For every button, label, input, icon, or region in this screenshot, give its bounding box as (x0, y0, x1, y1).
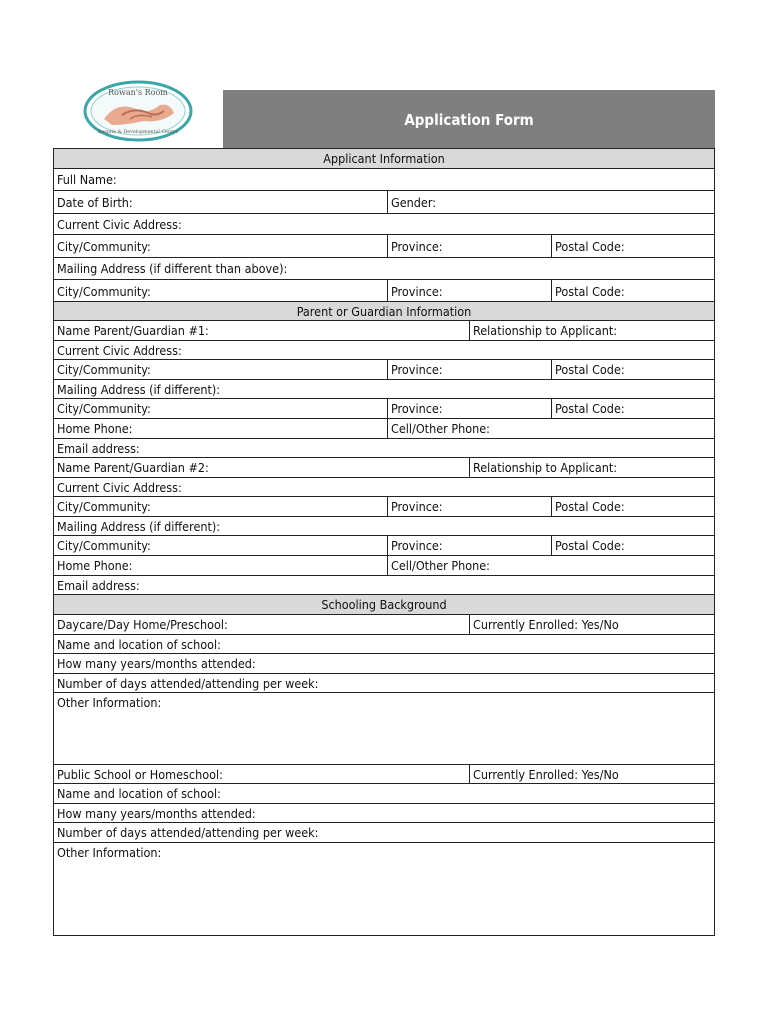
current-civic-label: Current Civic Address: (57, 217, 182, 232)
mailing-address-label: Mailing Address (if different): (57, 519, 221, 534)
public-school-years-row[interactable] (54, 804, 714, 823)
city-field[interactable]: City/Community: (57, 362, 151, 377)
parent2-phone-row (54, 556, 714, 576)
postal-code-field[interactable]: Postal Code: (551, 536, 714, 555)
logo-graphic (82, 79, 194, 143)
logo-text-top: Rowan's Room (108, 88, 168, 97)
days-label: Number of days attended/attending per week: (57, 676, 319, 691)
school-name-label: Name and location of school: (57, 637, 221, 652)
years-label: How many years/months attended: (57, 806, 256, 821)
daycare-school-name-row[interactable] (54, 635, 714, 654)
public-school-row (54, 765, 714, 784)
cell-phone-field[interactable]: Cell/Other Phone: (387, 419, 714, 438)
section-header-parent (54, 302, 714, 321)
parent2-name-field[interactable]: Name Parent/Guardian #2: (57, 460, 209, 475)
public-school-other-row[interactable] (54, 843, 714, 934)
province-field[interactable]: Province: (387, 235, 551, 257)
email-label: Email address: (57, 441, 140, 456)
form-title-bar (223, 90, 715, 149)
enrolled-field[interactable]: Currently Enrolled: Yes/No (469, 615, 714, 634)
parent2-civic-row[interactable] (54, 478, 714, 497)
parent1-city-row (54, 360, 714, 380)
section-title: Schooling Background (54, 595, 714, 614)
city-field[interactable]: City/Community: (57, 499, 151, 514)
daycare-field[interactable]: Daycare/Day Home/Preschool: (57, 617, 228, 632)
province-field[interactable]: Province: (387, 497, 551, 516)
parent1-row (54, 321, 714, 341)
city-field[interactable]: City/Community: (57, 284, 151, 299)
other-info-label: Other Information: (57, 695, 162, 710)
daycare-row (54, 615, 714, 635)
application-form (53, 148, 715, 936)
dob-row (54, 191, 714, 214)
current-civic-label: Current Civic Address: (57, 480, 182, 495)
parent1-mailing-city-row (54, 399, 714, 419)
email-label: Email address: (57, 578, 140, 593)
full-name-row[interactable] (54, 169, 714, 191)
home-phone-field[interactable]: Home Phone: (57, 421, 133, 436)
public-school-name-row[interactable] (54, 784, 714, 804)
daycare-years-row[interactable] (54, 654, 714, 674)
city-field[interactable]: City/Community: (57, 538, 151, 553)
cell-phone-field[interactable]: Cell/Other Phone: (387, 556, 714, 575)
applicant-city-row (54, 235, 714, 258)
section-header-applicant (54, 149, 714, 169)
logo (82, 79, 194, 143)
home-phone-field[interactable]: Home Phone: (57, 558, 133, 573)
relationship-field[interactable]: Relationship to Applicant: (469, 458, 714, 477)
applicant-mailing-city-row (54, 280, 714, 302)
parent2-city-row (54, 497, 714, 517)
mailing-address-label: Mailing Address (if different): (57, 382, 221, 397)
parent2-mailing-row[interactable] (54, 517, 714, 536)
form-title: Application Form (404, 110, 534, 129)
logo-text-bottom: Respite & Developmental Centre (97, 130, 179, 135)
parent2-row (54, 458, 714, 478)
postal-code-field[interactable]: Postal Code: (551, 360, 714, 379)
daycare-days-row[interactable] (54, 674, 714, 693)
parent1-email-row[interactable] (54, 439, 714, 458)
current-civic-label: Current Civic Address: (57, 343, 182, 358)
parent1-name-field[interactable]: Name Parent/Guardian #1: (57, 323, 209, 338)
parent1-civic-row[interactable] (54, 341, 714, 360)
years-label: How many years/months attended: (57, 656, 256, 671)
city-field[interactable]: City/Community: (57, 239, 151, 254)
section-header-schooling (54, 595, 714, 615)
relationship-field[interactable]: Relationship to Applicant: (469, 321, 714, 340)
public-school-days-row[interactable] (54, 823, 714, 843)
other-info-label: Other Information: (57, 845, 162, 860)
daycare-other-row[interactable] (54, 693, 714, 765)
enrolled-field[interactable]: Currently Enrolled: Yes/No (469, 765, 714, 783)
parent2-email-row[interactable] (54, 576, 714, 595)
postal-code-field[interactable]: Postal Code: (551, 497, 714, 516)
gender-field[interactable]: Gender: (387, 191, 714, 213)
province-field[interactable]: Province: (387, 280, 551, 301)
days-label: Number of days attended/attending per week: (57, 825, 319, 840)
section-title: Applicant Information (54, 149, 714, 168)
section-title: Parent or Guardian Information (54, 302, 714, 320)
applicant-mailing-row[interactable] (54, 258, 714, 280)
full-name-label: Full Name: (57, 172, 117, 187)
school-name-label: Name and location of school: (57, 786, 221, 801)
province-field[interactable]: Province: (387, 360, 551, 379)
applicant-civic-row[interactable] (54, 214, 714, 235)
public-school-field[interactable]: Public School or Homeschool: (57, 767, 223, 782)
parent1-phone-row (54, 419, 714, 439)
postal-code-field[interactable]: Postal Code: (551, 280, 714, 301)
postal-code-field[interactable]: Postal Code: (551, 399, 714, 418)
parent2-mailing-city-row (54, 536, 714, 556)
dob-field[interactable]: Date of Birth: (57, 195, 133, 210)
province-field[interactable]: Province: (387, 536, 551, 555)
postal-code-field[interactable]: Postal Code: (551, 235, 714, 257)
parent1-mailing-row[interactable] (54, 380, 714, 399)
mailing-address-label: Mailing Address (if different than above): (57, 261, 288, 276)
province-field[interactable]: Province: (387, 399, 551, 418)
city-field[interactable]: City/Community: (57, 401, 151, 416)
